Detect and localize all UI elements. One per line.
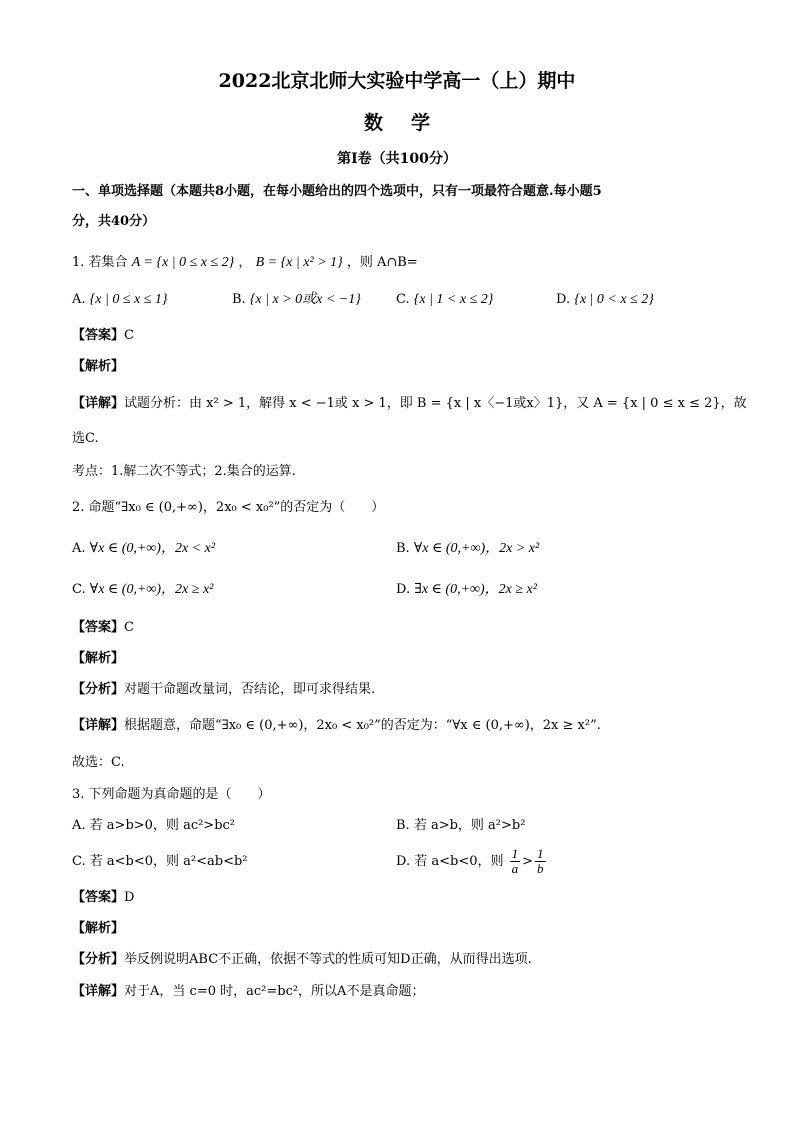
q2-option-c: C. ∀x ∈ (0,+∞)，2x ≥ x²	[72, 582, 214, 597]
q1-stem	[72, 254, 734, 272]
q3-detail: 【详解】对于A，当 c=0 时，ac²=bc²，所以A不是真命题；	[72, 984, 425, 999]
q1-sep: ，	[238, 255, 252, 270]
q2-option-d: D. ∃x ∈ (0,+∞)，2x ≥ x²	[396, 582, 537, 597]
q3-answer: 【答案】D	[72, 890, 135, 905]
q1-option-c: C. {x | 1 < x ≤ 2}	[396, 292, 494, 307]
q2-option-a: A. ∀x ∈ (0,+∞)，2x < x²	[72, 541, 216, 556]
q1-answer: 【答案】C	[72, 328, 134, 343]
q3-frac-op: >	[522, 854, 534, 869]
q1-stem-prefix: 1. 若集合	[72, 255, 128, 270]
q3-frac-left: $\frac{1}{a}$	[511, 846, 519, 876]
q1-set-b: B = {x | x² > 1}	[255, 255, 343, 270]
q1-detail: 【详解】试题分析：由 x² > 1，解得 x < −1或 x > 1，即 B = {x | x〈−1或x〉1}，又 A = {x | 0 ≤ x ≤ 2}，故	[72, 396, 747, 411]
q3-analysis-tag: 【解析】	[72, 921, 125, 936]
q3-option-b: B. 若 a>b，则 a²>b²	[396, 818, 526, 833]
q1-stem-suffix: ，则 A∩B=	[346, 255, 418, 270]
volume-heading: 第I卷（共100分）	[337, 151, 457, 167]
q2-detail: 【详解】根据题意，命题“∃x₀ ∈ (0,+∞)，2x₀ < x₀²”的否定为：“∀x ∈ (0,+∞)，2x ≥ x²”.	[72, 718, 601, 733]
q3-option-d: D. 若 a<b<0，则 $\frac{1}{a}$ > $\frac{1}{b}$	[396, 846, 544, 876]
q2-stem: 2. 命题“∃x₀ ∈ (0,+∞)，2x₀ < x₀²”的否定为（ ）	[72, 500, 385, 515]
q1-note: 考点：1.解二次不等式；2.集合的运算.	[72, 464, 296, 479]
section-heading-line1: 一、单项选择题（本题共8小题，在每小题给出的四个选项中，只有一项最符合题意.每小题5	[72, 184, 602, 199]
section-heading-line2: 分，共40分）	[72, 214, 156, 229]
q2-fenxi: 【分析】对题干命题改量词，否结论，即可求得结果.	[72, 682, 376, 697]
q1-option-a: A. {x | 0 ≤ x ≤ 1}	[72, 292, 168, 307]
q1-option-b: B. {x | x > 0或x < −1}	[232, 292, 361, 307]
q3-fenxi: 【分析】举反例说明ABC不正确，依据不等式的性质可知D正确，从而得出选项.	[72, 952, 532, 967]
q2-option-b: B. ∀x ∈ (0,+∞)，2x > x²	[396, 541, 540, 556]
q2-answer: 【答案】C	[72, 620, 134, 635]
q1-set-a: A = {x | 0 ≤ x ≤ 2}	[131, 255, 235, 270]
q3-option-a: A. 若 a>b>0，则 ac²>bc²	[72, 818, 236, 833]
q3-stem: 3. 下列命题为真命题的是（ ）	[72, 787, 271, 802]
q1-detail-cont: 选C.	[72, 431, 99, 446]
q1-option-d: D. {x | 0 < x ≤ 2}	[556, 292, 654, 307]
q2-analysis-tag: 【解析】	[72, 651, 125, 666]
q2-choose: 故选：C.	[72, 755, 125, 770]
q1-analysis-tag: 【解析】	[72, 359, 125, 374]
q3-option-c: C. 若 a<b<0，则 a²<ab<b²	[72, 854, 248, 869]
subject-heading: 数学	[363, 112, 458, 134]
page-title: 2022北京北师大实验中学高一（上）期中	[218, 70, 576, 92]
q3-frac-right: $\frac{1}{b}$	[537, 846, 544, 876]
